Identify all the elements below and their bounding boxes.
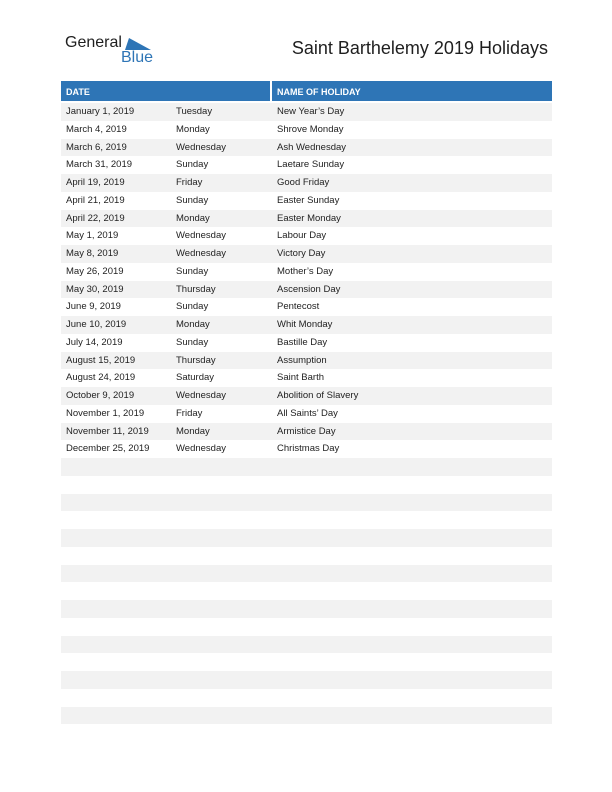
empty-table-row bbox=[61, 707, 552, 725]
cell-date: June 9, 2019 bbox=[66, 301, 121, 313]
table-row bbox=[61, 139, 552, 157]
cell-holiday-name: All Saints’ Day bbox=[277, 407, 338, 419]
cell-weekday: Wednesday bbox=[176, 230, 226, 242]
table-row bbox=[61, 192, 552, 210]
cell-holiday-name: Laetare Sunday bbox=[277, 159, 345, 171]
cell-weekday: Thursday bbox=[176, 354, 216, 366]
cell-weekday: Wednesday bbox=[176, 141, 226, 153]
cell-holiday-name: Easter Sunday bbox=[277, 194, 340, 206]
header-divider bbox=[270, 81, 272, 101]
cell-holiday-name: Christmas Day bbox=[277, 443, 340, 455]
cell-holiday-name: Bastille Day bbox=[277, 336, 328, 348]
cell-weekday: Monday bbox=[176, 425, 210, 437]
table-row bbox=[61, 369, 552, 387]
cell-weekday: Friday bbox=[176, 407, 203, 419]
cell-holiday-name: Saint Barth bbox=[277, 372, 324, 384]
header-holiday-name: NAME OF HOLIDAY bbox=[277, 87, 361, 97]
table-row bbox=[61, 316, 552, 334]
cell-weekday: Monday bbox=[176, 212, 210, 224]
cell-weekday: Friday bbox=[176, 177, 203, 188]
cell-weekday: Sunday bbox=[176, 159, 209, 171]
cell-date: January 1, 2019 bbox=[66, 106, 135, 117]
empty-table-row bbox=[61, 653, 552, 671]
cell-weekday: Sunday bbox=[176, 265, 209, 277]
cell-holiday-name: New Year’s Day bbox=[277, 106, 345, 117]
cell-holiday-name: Ascension Day bbox=[277, 283, 341, 295]
table-row bbox=[61, 440, 552, 458]
table-row bbox=[61, 156, 552, 174]
cell-weekday: Tuesday bbox=[176, 106, 213, 117]
cell-date: April 22, 2019 bbox=[66, 212, 125, 224]
logo-word-blue: Blue bbox=[121, 49, 154, 66]
cell-weekday: Sunday bbox=[176, 336, 209, 348]
cell-holiday-name: Shrove Monday bbox=[277, 123, 344, 135]
cell-holiday-name: Victory Day bbox=[277, 248, 326, 259]
empty-table-row bbox=[61, 618, 552, 636]
table-row bbox=[61, 103, 552, 121]
cell-date: October 9, 2019 bbox=[66, 390, 135, 401]
holiday-table bbox=[61, 103, 552, 724]
table-row bbox=[61, 210, 552, 228]
empty-table-row bbox=[61, 600, 552, 618]
table-header bbox=[61, 81, 552, 101]
cell-date: December 25, 2019 bbox=[66, 443, 150, 455]
cell-weekday: Wednesday bbox=[176, 248, 226, 259]
cell-holiday-name: Whit Monday bbox=[277, 319, 333, 330]
empty-table-row bbox=[61, 494, 552, 512]
cell-weekday: Sunday bbox=[176, 301, 209, 313]
cell-date: May 30, 2019 bbox=[66, 283, 124, 295]
cell-holiday-name: Armistice Day bbox=[277, 425, 336, 437]
cell-weekday: Monday bbox=[176, 123, 210, 135]
empty-table-row bbox=[61, 565, 552, 583]
cell-date: March 6, 2019 bbox=[66, 141, 127, 153]
table-row bbox=[61, 245, 552, 263]
cell-weekday: Saturday bbox=[176, 372, 215, 384]
empty-table-row bbox=[61, 689, 552, 707]
cell-holiday-name: Abolition of Slavery bbox=[277, 390, 359, 401]
table-row bbox=[61, 281, 552, 299]
empty-table-row bbox=[61, 529, 552, 547]
cell-date: April 19, 2019 bbox=[66, 177, 125, 188]
cell-date: July 14, 2019 bbox=[66, 336, 123, 348]
cell-date: May 26, 2019 bbox=[66, 265, 124, 277]
empty-table-row bbox=[61, 671, 552, 689]
empty-table-row bbox=[61, 458, 552, 476]
table-row bbox=[61, 352, 552, 370]
cell-weekday: Monday bbox=[176, 319, 210, 330]
empty-table-row bbox=[61, 547, 552, 565]
cell-holiday-name: Labour Day bbox=[277, 230, 327, 242]
table-row bbox=[61, 174, 552, 192]
table-row bbox=[61, 263, 552, 281]
cell-holiday-name: Good Friday bbox=[277, 177, 330, 188]
table-row bbox=[61, 298, 552, 316]
empty-table-row bbox=[61, 476, 552, 494]
cell-date: April 21, 2019 bbox=[66, 194, 125, 206]
cell-weekday: Sunday bbox=[176, 194, 209, 206]
logo bbox=[65, 34, 155, 68]
cell-holiday-name: Mother’s Day bbox=[277, 265, 334, 277]
cell-holiday-name: Pentecost bbox=[277, 301, 320, 313]
cell-date: August 15, 2019 bbox=[66, 354, 136, 366]
header-date: DATE bbox=[66, 87, 90, 97]
cell-date: November 11, 2019 bbox=[66, 425, 149, 437]
cell-weekday: Wednesday bbox=[176, 390, 226, 401]
cell-holiday-name: Assumption bbox=[277, 354, 327, 366]
cell-date: August 24, 2019 bbox=[66, 372, 136, 384]
cell-date: March 4, 2019 bbox=[66, 123, 127, 135]
empty-table-row bbox=[61, 636, 552, 654]
cell-weekday: Thursday bbox=[176, 283, 216, 295]
cell-date: November 1, 2019 bbox=[66, 407, 145, 419]
table-row bbox=[61, 423, 552, 441]
empty-table-row bbox=[61, 582, 552, 600]
cell-date: May 8, 2019 bbox=[66, 248, 119, 259]
page-title: Saint Barthelemy 2019 Holidays bbox=[291, 38, 548, 58]
table-row bbox=[61, 227, 552, 245]
cell-date: March 31, 2019 bbox=[66, 159, 133, 171]
cell-date: June 10, 2019 bbox=[66, 319, 127, 330]
logo-word-general: General bbox=[65, 34, 122, 51]
table-row bbox=[61, 405, 552, 423]
empty-table-row bbox=[61, 511, 552, 529]
cell-holiday-name: Easter Monday bbox=[277, 212, 341, 224]
table-row bbox=[61, 387, 552, 405]
cell-date: May 1, 2019 bbox=[66, 230, 119, 242]
cell-holiday-name: Ash Wednesday bbox=[277, 141, 347, 153]
table-row bbox=[61, 121, 552, 139]
table-row bbox=[61, 334, 552, 352]
cell-weekday: Wednesday bbox=[176, 443, 226, 455]
